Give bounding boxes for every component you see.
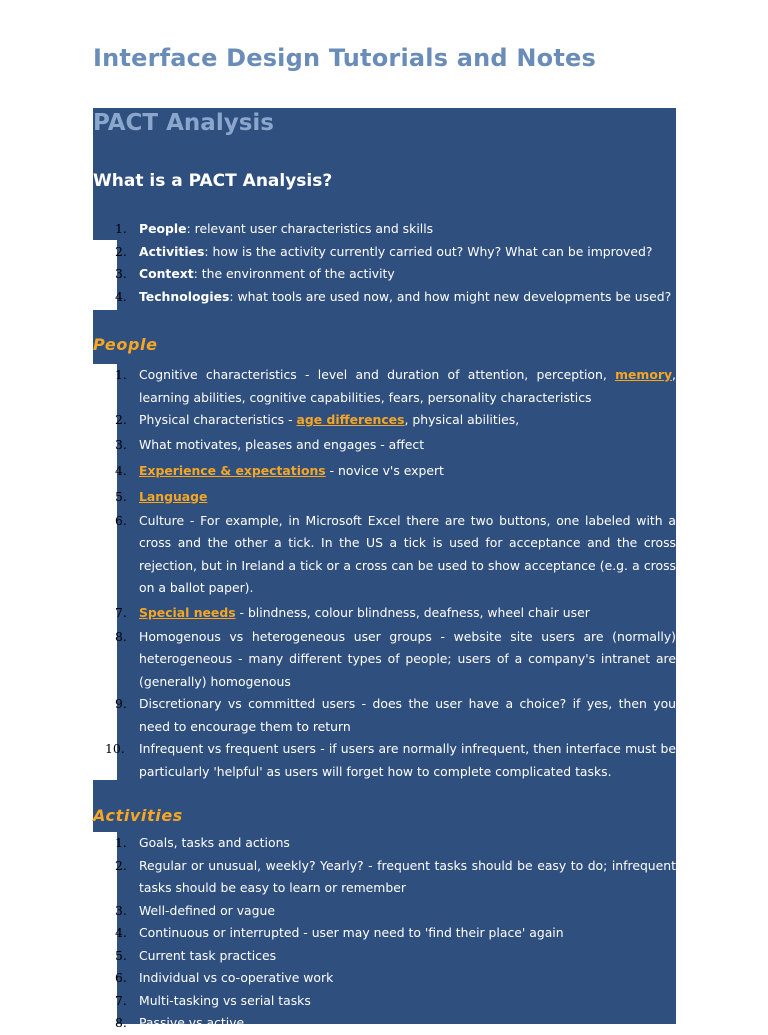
list-item: 9. Discretionary vs committed users - does the user have a choice? if yes, then you need to encourage them to return: [115, 696, 676, 734]
list-item: 7. Multi-tasking vs serial tasks: [115, 992, 311, 1008]
people-heading: People: [93, 335, 158, 354]
list-item: 3. Context: the environment of the activity: [115, 266, 395, 281]
list-item: 2. Regular or unusual, weekly? Yearly? - frequent tasks should be easy to do; infrequent tasks should be easy to learn or remember: [115, 857, 676, 895]
list-item: 8. Passive vs active: [115, 1015, 245, 1030]
list-item: 7. Special needs - blindness, colour blindness, deafness, wheel chair user: [115, 604, 590, 620]
memory-link[interactable]: memory: [615, 367, 673, 382]
sub-heading: What is a PACT Analysis?: [93, 171, 333, 191]
list-item: 4. Continuous or interrupted - user may need to 'find their place' again: [115, 925, 564, 940]
language-link[interactable]: Language: [139, 488, 208, 504]
list-item: 3. Well-defined or vague: [115, 902, 275, 918]
list-item: 5. Current task practices: [115, 947, 277, 963]
list-item: 10. Infrequent vs frequent users - if users are normally infrequent, then interface must be particularly 'helpful' as users will forget how to complete complicated tasks.: [105, 741, 676, 779]
list-item: 1. People: relevant user characteristics and skills: [115, 221, 434, 236]
special-needs-link[interactable]: Special needs: [139, 604, 236, 620]
list-item: 4. Technologies: what tools are used now, and how might new developments be used?: [115, 288, 672, 304]
experience-expectations-link[interactable]: Experience & expectations: [139, 462, 326, 478]
page-heading: PACT Analysis: [93, 110, 274, 136]
age-differences-link[interactable]: age differences: [296, 412, 405, 427]
pact-list: [93, 218, 676, 308]
list-item: 1. Goals, tasks and actions: [115, 835, 290, 850]
list-item: 5. Language: [115, 488, 208, 504]
list-item: 6. Culture - For example, in Microsoft Excel there are two buttons, one labeled with a cross and the other a tick. In the US a tick is used for acceptance and the cross rejection, but in Ireland a tick or a cross can be used to show acceptance (e.g. a cross on a ballot paper).: [115, 512, 676, 595]
list-item: 6. Individual vs co-operative work: [115, 970, 334, 985]
people-list: [93, 364, 676, 783]
list-item: 1. Cognitive characteristics - level and duration of attention, perception, memory, learning abilities, cognitive capabilities, fears, personality characteristics: [115, 367, 676, 405]
site-title: Interface Design Tutorials and Notes: [93, 44, 596, 72]
list-item: 3. What motivates, pleases and engages - affect: [115, 436, 425, 452]
activities-list: [93, 832, 676, 1035]
list-item: 4. Experience & expectations - novice v's expert: [115, 462, 444, 478]
list-item: 2. Physical characteristics - age differences, physical abilities,: [115, 412, 520, 427]
list-item: 2. Activities: how is the activity currently carried out? Why? What can be improved?: [115, 243, 653, 259]
activities-heading: Activities: [93, 806, 183, 825]
list-item: 8. Homogenous vs heterogeneous user groups - website site users are (normally) heterogeneous - many different types of people; users of a company's intranet are (generally) homogenous: [115, 628, 676, 689]
